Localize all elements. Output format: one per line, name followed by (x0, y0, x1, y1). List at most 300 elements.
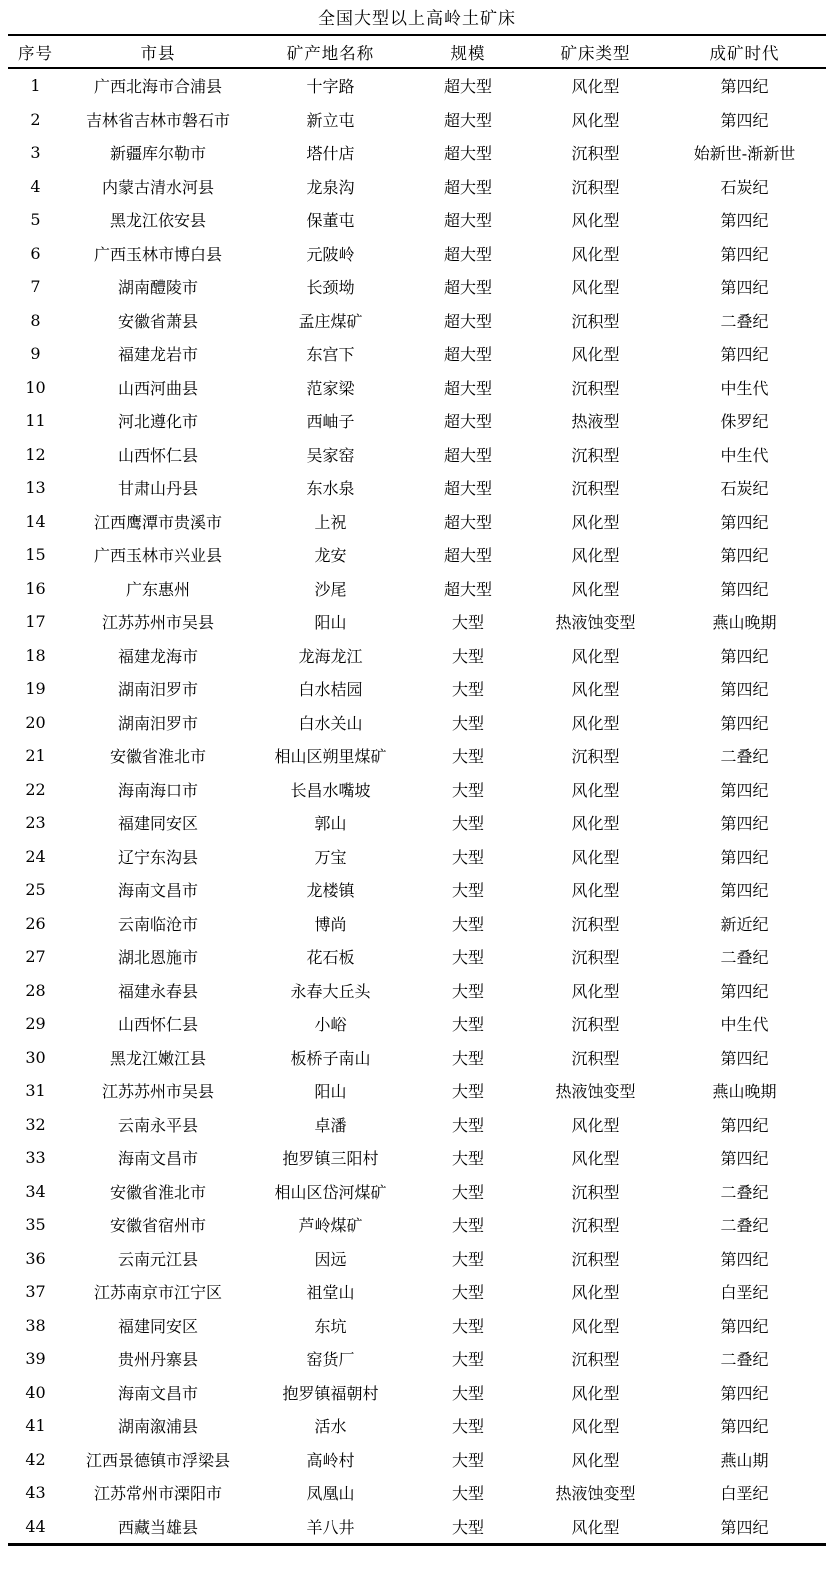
cell-deposit-type: 热液蚀变型 (555, 613, 636, 633)
cell-metallogenic-era: 石炭纪 (720, 177, 769, 197)
table-row (8, 1041, 826, 1075)
cell-metallogenic-era: 第四纪 (720, 1115, 769, 1135)
cell-deposit-type: 风化型 (571, 211, 620, 231)
table-row (8, 371, 826, 405)
cell-deposit-type: 沉积型 (571, 1048, 620, 1068)
table-row (8, 873, 826, 907)
cell-deposit-type: 沉积型 (571, 479, 620, 499)
cell-deposit-name: 白水关山 (298, 713, 363, 733)
cell-serial-number: 29 (25, 1014, 46, 1034)
cell-scale: 大型 (451, 1283, 484, 1303)
cell-serial-number: 7 (30, 277, 41, 297)
cell-serial-number: 30 (25, 1047, 46, 1067)
table-row (8, 1409, 826, 1443)
cell-deposit-type: 风化型 (571, 981, 620, 1001)
cell-deposit-type: 热液蚀变型 (555, 1484, 636, 1504)
cell-serial-number: 8 (30, 310, 41, 330)
table-row (8, 471, 826, 505)
table-row (8, 806, 826, 840)
cell-deposit-name: 新立屯 (306, 110, 355, 130)
cell-scale: 大型 (451, 646, 484, 666)
cell-deposit-type: 沉积型 (571, 747, 620, 767)
cell-scale: 大型 (451, 713, 484, 733)
cell-serial-number: 27 (25, 947, 46, 967)
cell-city-county: 内蒙古清水河县 (101, 177, 214, 197)
cell-deposit-name: 龙海龙江 (298, 646, 363, 666)
cell-scale: 大型 (451, 1484, 484, 1504)
cell-serial-number: 18 (25, 645, 46, 665)
cell-deposit-name: 相山区朔里煤矿 (274, 747, 387, 767)
cell-scale: 大型 (451, 747, 484, 767)
cell-serial-number: 1 (30, 76, 41, 96)
cell-serial-number: 9 (30, 344, 41, 364)
table-row (8, 1342, 826, 1376)
cell-serial-number: 4 (30, 176, 41, 196)
table-row (8, 1275, 826, 1309)
cell-metallogenic-era: 二叠纪 (720, 948, 769, 968)
cell-deposit-name: 西岫子 (306, 412, 355, 432)
cell-deposit-type: 沉积型 (571, 1182, 620, 1202)
cell-serial-number: 32 (25, 1114, 46, 1134)
cell-deposit-type: 风化型 (571, 847, 620, 867)
cell-serial-number: 38 (25, 1315, 46, 1335)
cell-serial-number: 20 (25, 712, 46, 732)
cell-scale: 超大型 (443, 244, 492, 264)
cell-deposit-name: 羊八井 (306, 1517, 355, 1537)
cell-deposit-name: 龙泉沟 (306, 177, 355, 197)
table-row (8, 1510, 826, 1545)
cell-scale: 超大型 (443, 512, 492, 532)
table-row (8, 1141, 826, 1175)
cell-city-county: 江西鹰潭市贵溪市 (93, 512, 222, 532)
table-row (8, 672, 826, 706)
cell-scale: 超大型 (443, 479, 492, 499)
cell-deposit-type: 风化型 (571, 244, 620, 264)
cell-city-county: 广西北海市合浦县 (93, 77, 222, 97)
table-row (8, 1443, 826, 1477)
cell-city-county: 湖南溆浦县 (117, 1417, 198, 1437)
cell-metallogenic-era: 中生代 (720, 378, 769, 398)
cell-scale: 大型 (451, 1115, 484, 1135)
cell-deposit-name: 抱罗镇福朝村 (282, 1383, 379, 1403)
cell-deposit-type: 沉积型 (571, 1015, 620, 1035)
table-row (8, 270, 826, 304)
cell-deposit-name: 阳山 (314, 613, 347, 633)
cell-scale: 大型 (451, 1015, 484, 1035)
cell-metallogenic-era: 第四纪 (720, 278, 769, 298)
cell-serial-number: 19 (25, 679, 46, 699)
cell-city-county: 黑龙江嫩江县 (109, 1048, 206, 1068)
cell-serial-number: 16 (25, 578, 46, 598)
cell-city-county: 广西玉林市兴业县 (93, 546, 222, 566)
table-row (8, 103, 826, 137)
table-row (8, 1007, 826, 1041)
page-title: 全国大型以上高岭土矿床 (318, 9, 516, 29)
cell-serial-number: 15 (25, 545, 46, 565)
header-metallogenic-era: 成矿时代 (709, 43, 780, 63)
cell-deposit-type: 风化型 (571, 1383, 620, 1403)
cell-serial-number: 13 (25, 478, 46, 498)
cell-city-county: 湖南汨罗市 (117, 680, 198, 700)
cell-scale: 大型 (451, 1149, 484, 1169)
cell-metallogenic-era: 第四纪 (720, 1517, 769, 1537)
cell-serial-number: 37 (25, 1282, 46, 1302)
cell-city-county: 福建同安区 (117, 814, 198, 834)
cell-city-county: 云南临沧市 (117, 914, 198, 934)
table-body (8, 68, 826, 1545)
cell-deposit-type: 风化型 (571, 77, 620, 97)
cell-scale: 大型 (451, 847, 484, 867)
cell-deposit-type: 风化型 (571, 646, 620, 666)
cell-deposit-type: 风化型 (571, 814, 620, 834)
cell-scale: 大型 (451, 981, 484, 1001)
cell-deposit-type: 沉积型 (571, 948, 620, 968)
cell-deposit-type: 风化型 (571, 1316, 620, 1336)
cell-city-county: 海南文昌市 (117, 881, 198, 901)
table-row (8, 706, 826, 740)
cell-deposit-name: 东坑 (314, 1316, 347, 1336)
cell-serial-number: 44 (25, 1516, 46, 1536)
table-row (8, 739, 826, 773)
cell-scale: 超大型 (443, 177, 492, 197)
cell-city-county: 安徽省宿州市 (109, 1216, 206, 1236)
cell-scale: 大型 (451, 1182, 484, 1202)
cell-metallogenic-era: 中生代 (720, 445, 769, 465)
cell-metallogenic-era: 第四纪 (720, 77, 769, 97)
cell-city-county: 海南文昌市 (117, 1383, 198, 1403)
cell-deposit-type: 沉积型 (571, 914, 620, 934)
cell-scale: 超大型 (443, 445, 492, 465)
cell-deposit-name: 相山区岱河煤矿 (274, 1182, 387, 1202)
cell-metallogenic-era: 第四纪 (720, 244, 769, 264)
cell-metallogenic-era: 白垩纪 (720, 1484, 769, 1504)
cell-metallogenic-era: 二叠纪 (720, 1182, 769, 1202)
cell-scale: 大型 (451, 1383, 484, 1403)
cell-scale: 大型 (451, 1450, 484, 1470)
cell-deposit-name: 因远 (314, 1249, 347, 1269)
cell-deposit-name: 东宫下 (306, 345, 355, 365)
cell-serial-number: 12 (25, 444, 46, 464)
cell-scale: 超大型 (443, 278, 492, 298)
cell-serial-number: 28 (25, 980, 46, 1000)
cell-city-county: 江苏常州市溧阳市 (93, 1484, 222, 1504)
cell-deposit-type: 风化型 (571, 713, 620, 733)
cell-deposit-type: 风化型 (571, 1417, 620, 1437)
cell-deposit-type: 风化型 (571, 1149, 620, 1169)
cell-metallogenic-era: 第四纪 (720, 1048, 769, 1068)
cell-deposit-name: 卓潘 (314, 1115, 347, 1135)
header-deposit-name: 矿产地名称 (286, 43, 375, 63)
cell-deposit-name: 活水 (314, 1417, 347, 1437)
table-row (8, 907, 826, 941)
table-row (8, 538, 826, 572)
cell-city-county: 江西景德镇市浮梁县 (85, 1450, 230, 1470)
table-row (8, 203, 826, 237)
cell-city-county: 云南元江县 (117, 1249, 198, 1269)
cell-city-county: 新疆库尔勒市 (109, 144, 206, 164)
table-row (8, 170, 826, 204)
cell-deposit-name: 抱罗镇三阳村 (282, 1149, 379, 1169)
table-header-row (8, 35, 826, 68)
cell-metallogenic-era: 白垩纪 (720, 1283, 769, 1303)
cell-deposit-type: 风化型 (571, 780, 620, 800)
cell-serial-number: 41 (25, 1416, 46, 1436)
cell-deposit-type: 沉积型 (571, 1350, 620, 1370)
cell-deposit-type: 热液型 (571, 412, 620, 432)
cell-metallogenic-era: 中生代 (720, 1015, 769, 1035)
cell-city-county: 湖南醴陵市 (117, 278, 198, 298)
cell-scale: 超大型 (443, 546, 492, 566)
cell-deposit-type: 风化型 (571, 881, 620, 901)
cell-deposit-type: 风化型 (571, 546, 620, 566)
cell-metallogenic-era: 第四纪 (720, 981, 769, 1001)
cell-scale: 大型 (451, 1517, 484, 1537)
cell-city-county: 福建同安区 (117, 1316, 198, 1336)
cell-deposit-name: 吴家窑 (306, 445, 355, 465)
cell-serial-number: 43 (25, 1483, 46, 1503)
cell-city-county: 海南文昌市 (117, 1149, 198, 1169)
table-row (8, 1309, 826, 1343)
cell-deposit-type: 沉积型 (571, 177, 620, 197)
table-row (8, 404, 826, 438)
cell-metallogenic-era: 新近纪 (720, 914, 769, 934)
cell-metallogenic-era: 第四纪 (720, 110, 769, 130)
cell-serial-number: 35 (25, 1215, 46, 1235)
cell-scale: 大型 (451, 914, 484, 934)
cell-serial-number: 39 (25, 1349, 46, 1369)
cell-metallogenic-era: 第四纪 (720, 1149, 769, 1169)
table-row (8, 639, 826, 673)
cell-city-county: 贵州丹寨县 (117, 1350, 198, 1370)
cell-city-county: 广东惠州 (125, 579, 190, 599)
table-row (8, 237, 826, 271)
cell-city-county: 山西怀仁县 (117, 445, 198, 465)
cell-metallogenic-era: 始新世-渐新世 (693, 144, 796, 164)
cell-city-county: 西藏当雄县 (117, 1517, 198, 1537)
cell-serial-number: 21 (25, 746, 46, 766)
cell-scale: 超大型 (443, 77, 492, 97)
cell-serial-number: 10 (25, 377, 46, 397)
cell-metallogenic-era: 第四纪 (720, 881, 769, 901)
cell-city-county: 福建永春县 (117, 981, 198, 1001)
cell-deposit-name: 龙楼镇 (306, 881, 355, 901)
table-row (8, 337, 826, 371)
cell-deposit-name: 芦岭煤矿 (298, 1216, 363, 1236)
cell-city-county: 山西河曲县 (117, 378, 198, 398)
cell-serial-number: 23 (25, 813, 46, 833)
cell-deposit-type: 风化型 (571, 1517, 620, 1537)
cell-scale: 超大型 (443, 412, 492, 432)
table-row (8, 1208, 826, 1242)
table-row (8, 840, 826, 874)
cell-deposit-type: 风化型 (571, 1115, 620, 1135)
cell-deposit-name: 花石板 (306, 948, 355, 968)
cell-scale: 超大型 (443, 211, 492, 231)
cell-scale: 大型 (451, 1082, 484, 1102)
cell-scale: 超大型 (443, 378, 492, 398)
cell-deposit-name: 窑货厂 (306, 1350, 355, 1370)
cell-scale: 大型 (451, 1048, 484, 1068)
cell-serial-number: 26 (25, 913, 46, 933)
table-row (8, 68, 826, 103)
cell-metallogenic-era: 燕山晚期 (712, 613, 777, 633)
header-deposit-type: 矿床类型 (560, 43, 631, 63)
cell-serial-number: 24 (25, 846, 46, 866)
cell-deposit-name: 龙安 (314, 546, 347, 566)
cell-scale: 超大型 (443, 579, 492, 599)
cell-city-county: 云南永平县 (117, 1115, 198, 1135)
cell-city-county: 江苏苏州市吴县 (101, 613, 214, 633)
cell-city-county: 安徽省淮北市 (109, 1182, 206, 1202)
cell-deposit-name: 范家梁 (306, 378, 355, 398)
table-row (8, 1074, 826, 1108)
cell-deposit-type: 风化型 (571, 278, 620, 298)
table-row (8, 1476, 826, 1510)
cell-city-county: 江苏南京市江宁区 (93, 1283, 222, 1303)
cell-deposit-type: 沉积型 (571, 445, 620, 465)
cell-scale: 大型 (451, 948, 484, 968)
cell-scale: 大型 (451, 1216, 484, 1236)
cell-deposit-type: 沉积型 (571, 311, 620, 331)
cell-metallogenic-era: 第四纪 (720, 680, 769, 700)
cell-deposit-name: 塔什店 (306, 144, 355, 164)
table-row (8, 974, 826, 1008)
cell-deposit-type: 风化型 (571, 1450, 620, 1470)
cell-serial-number: 2 (30, 109, 41, 129)
cell-serial-number: 14 (25, 511, 46, 531)
cell-metallogenic-era: 第四纪 (720, 713, 769, 733)
cell-metallogenic-era: 第四纪 (720, 1383, 769, 1403)
cell-city-county: 福建龙岩市 (117, 345, 198, 365)
cell-deposit-name: 永春大丘头 (290, 981, 371, 1001)
cell-serial-number: 36 (25, 1248, 46, 1268)
cell-serial-number: 42 (25, 1449, 46, 1469)
cell-city-county: 湖南汨罗市 (117, 713, 198, 733)
header-serial-number: 序号 (18, 43, 53, 63)
cell-scale: 大型 (451, 1350, 484, 1370)
cell-deposit-name: 白水桔园 (298, 680, 363, 700)
cell-scale: 超大型 (443, 345, 492, 365)
cell-metallogenic-era: 二叠纪 (720, 1216, 769, 1236)
cell-scale: 超大型 (443, 144, 492, 164)
cell-metallogenic-era: 二叠纪 (720, 311, 769, 331)
cell-deposit-name: 小峪 (314, 1015, 347, 1035)
cell-serial-number: 22 (25, 779, 46, 799)
cell-city-county: 山西怀仁县 (117, 1015, 198, 1035)
cell-serial-number: 3 (30, 143, 41, 163)
cell-metallogenic-era: 二叠纪 (720, 747, 769, 767)
table-row (8, 605, 826, 639)
cell-city-county: 河北遵化市 (117, 412, 198, 432)
cell-deposit-name: 板桥子南山 (290, 1048, 371, 1068)
cell-deposit-type: 风化型 (571, 1283, 620, 1303)
cell-metallogenic-era: 第四纪 (720, 1249, 769, 1269)
cell-metallogenic-era: 二叠纪 (720, 1350, 769, 1370)
table-row (8, 1376, 826, 1410)
cell-city-county: 江苏苏州市吴县 (101, 1082, 214, 1102)
cell-city-county: 辽宁东沟县 (117, 847, 198, 867)
cell-scale: 大型 (451, 1417, 484, 1437)
table-row (8, 136, 826, 170)
cell-scale: 大型 (451, 1316, 484, 1336)
cell-metallogenic-era: 第四纪 (720, 814, 769, 834)
cell-city-county: 黑龙江依安县 (109, 211, 206, 231)
cell-deposit-name: 十字路 (306, 77, 355, 97)
cell-deposit-type: 风化型 (571, 680, 620, 700)
cell-serial-number: 11 (25, 411, 46, 431)
table-row (8, 1242, 826, 1276)
cell-deposit-name: 长昌水嘴坡 (290, 780, 371, 800)
table-header (8, 35, 826, 68)
table-row (8, 1175, 826, 1209)
cell-deposit-type: 热液蚀变型 (555, 1082, 636, 1102)
cell-deposit-name: 阳山 (314, 1082, 347, 1102)
cell-serial-number: 25 (25, 880, 46, 900)
cell-scale: 大型 (451, 680, 484, 700)
cell-deposit-type: 风化型 (571, 579, 620, 599)
cell-deposit-name: 博尚 (314, 914, 347, 934)
cell-city-county: 吉林省吉林市磐石市 (85, 110, 230, 130)
cell-deposit-name: 上祝 (314, 512, 347, 532)
cell-deposit-type: 风化型 (571, 110, 620, 130)
table-row (8, 940, 826, 974)
cell-metallogenic-era: 第四纪 (720, 1316, 769, 1336)
cell-serial-number: 34 (25, 1181, 46, 1201)
cell-deposit-name: 沙尾 (314, 579, 347, 599)
cell-metallogenic-era: 第四纪 (720, 780, 769, 800)
cell-scale: 大型 (451, 814, 484, 834)
cell-serial-number: 17 (25, 612, 46, 632)
cell-metallogenic-era: 第四纪 (720, 211, 769, 231)
table-row (8, 438, 826, 472)
cell-deposit-type: 风化型 (571, 345, 620, 365)
cell-scale: 超大型 (443, 311, 492, 331)
cell-deposit-name: 郭山 (314, 814, 347, 834)
cell-scale: 大型 (451, 780, 484, 800)
cell-city-county: 湖北恩施市 (117, 948, 198, 968)
table-row (8, 1108, 826, 1142)
cell-deposit-type: 沉积型 (571, 1249, 620, 1269)
cell-metallogenic-era: 侏罗纪 (720, 412, 769, 432)
cell-serial-number: 5 (30, 210, 41, 230)
cell-deposit-name: 万宝 (314, 847, 347, 867)
cell-city-county: 安徽省淮北市 (109, 747, 206, 767)
cell-scale: 超大型 (443, 110, 492, 130)
cell-city-county: 福建龙海市 (117, 646, 198, 666)
cell-deposit-type: 风化型 (571, 512, 620, 532)
cell-city-county: 广西玉林市博白县 (93, 244, 222, 264)
table-row (8, 572, 826, 606)
cell-serial-number: 6 (30, 243, 41, 263)
cell-deposit-name: 凤凰山 (306, 1484, 355, 1504)
cell-serial-number: 31 (25, 1081, 46, 1101)
cell-metallogenic-era: 第四纪 (720, 1417, 769, 1437)
cell-metallogenic-era: 第四纪 (720, 345, 769, 365)
cell-metallogenic-era: 第四纪 (720, 546, 769, 566)
cell-metallogenic-era: 第四纪 (720, 646, 769, 666)
cell-metallogenic-era: 第四纪 (720, 579, 769, 599)
header-city-county: 市县 (140, 43, 176, 63)
cell-deposit-name: 长颈坳 (306, 278, 355, 298)
cell-deposit-name: 保董屯 (306, 211, 355, 231)
cell-deposit-type: 沉积型 (571, 144, 620, 164)
cell-deposit-name: 东水泉 (306, 479, 355, 499)
cell-deposit-name: 孟庄煤矿 (298, 311, 363, 331)
cell-deposit-type: 沉积型 (571, 378, 620, 398)
cell-scale: 大型 (451, 1249, 484, 1269)
cell-city-county: 甘肃山丹县 (117, 479, 198, 499)
cell-metallogenic-era: 燕山晚期 (712, 1082, 777, 1102)
